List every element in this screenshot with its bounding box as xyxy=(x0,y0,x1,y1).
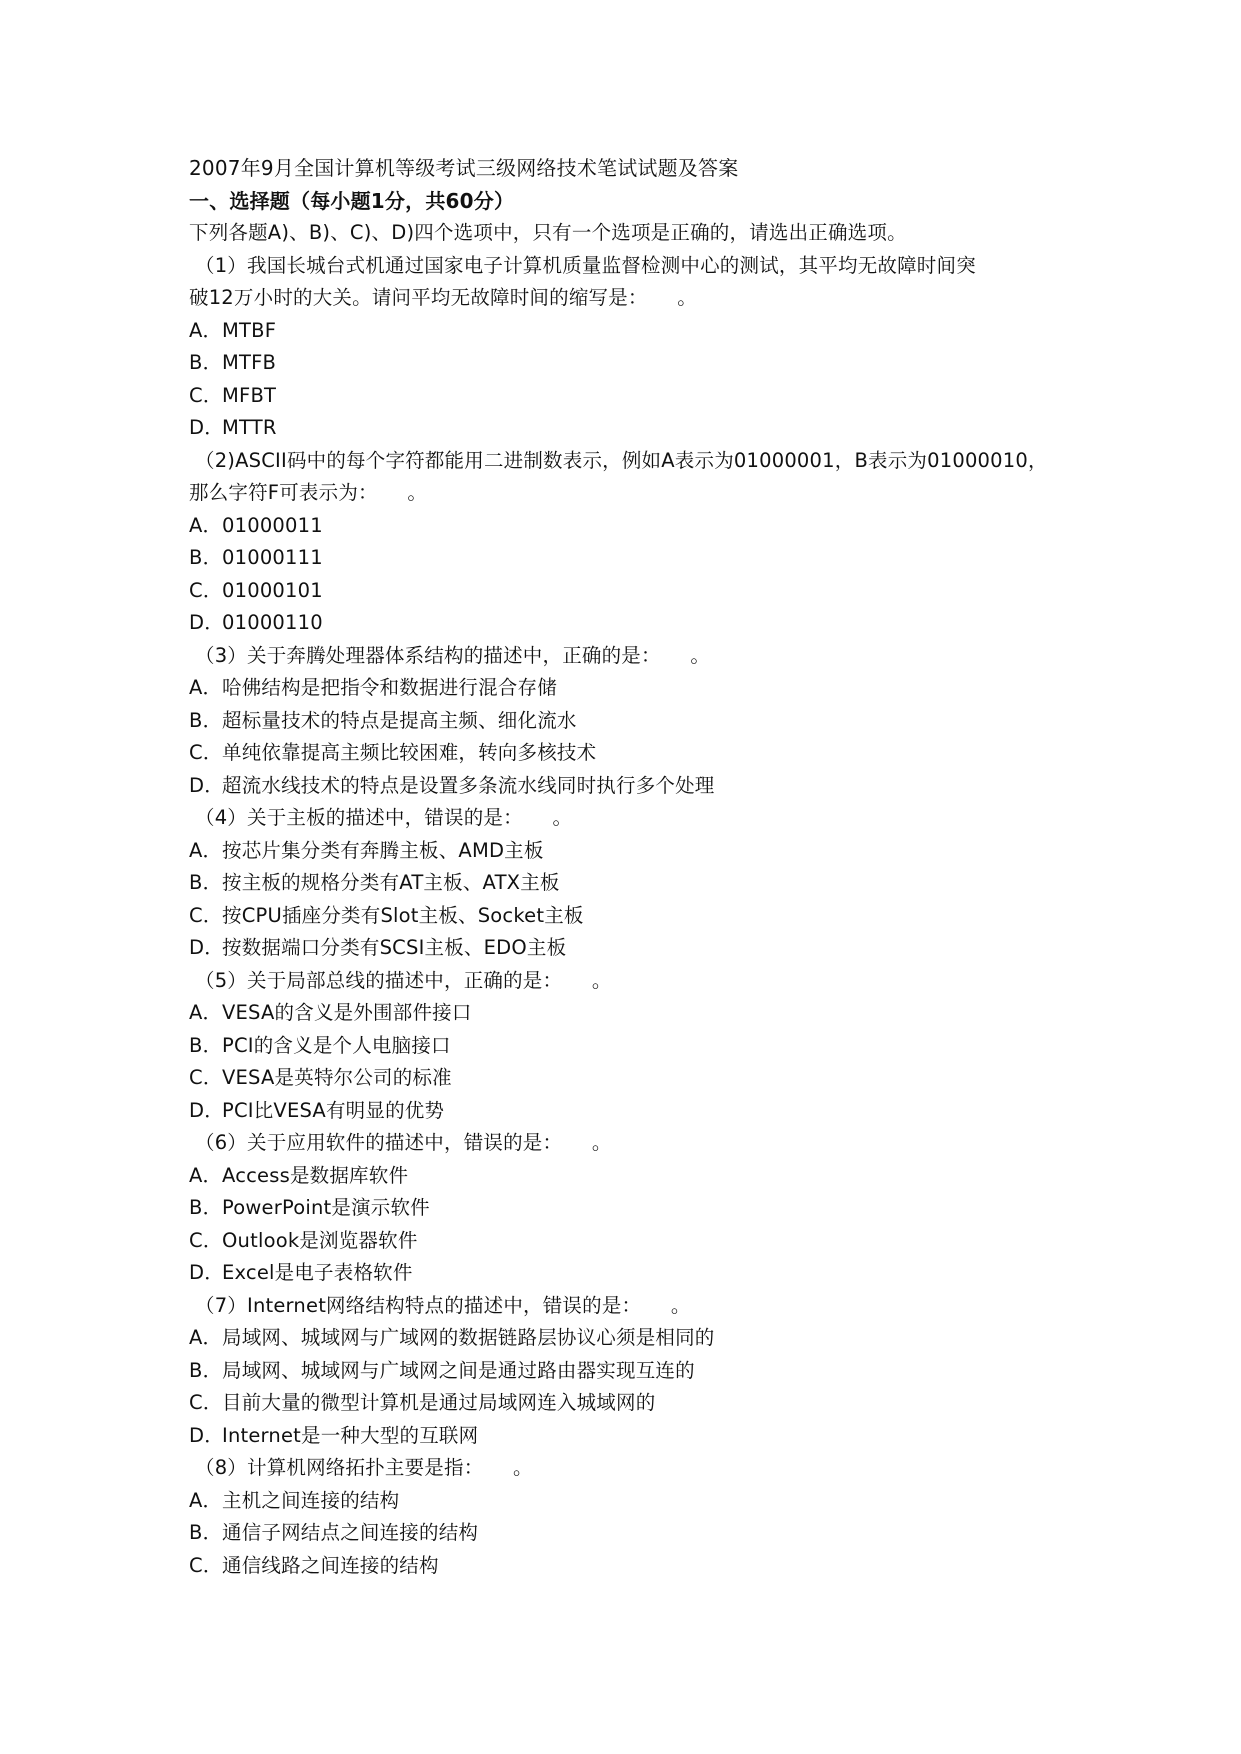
option-letter: A． xyxy=(189,318,223,342)
option-text: VESA的含义是外围部件接口 xyxy=(222,1001,472,1024)
option-letter: D． xyxy=(189,1423,224,1447)
question-block xyxy=(189,250,1069,445)
option-letter: B． xyxy=(189,1521,223,1544)
option-letter: C． xyxy=(189,903,223,927)
option-letter: C． xyxy=(189,1228,223,1252)
answer-option xyxy=(189,575,1069,608)
option-text: 01000011 xyxy=(222,513,323,537)
answer-option xyxy=(189,380,1069,413)
question-stem: （8）计算机网络拓扑主要是指： 。 xyxy=(195,1456,533,1479)
option-letter: A． xyxy=(189,1488,223,1512)
option-letter: B． xyxy=(189,871,223,894)
option-text: MFBT xyxy=(222,383,277,407)
question-stem: （1）我国长城台式机通过国家电子计算机质量监督检测中心的测试，其平均无故障时间突 xyxy=(195,253,976,277)
option-text: MTFB xyxy=(222,351,277,374)
option-text: 通信子网结点之间连接的结构 xyxy=(222,1521,479,1544)
option-letter: A． xyxy=(189,1326,223,1349)
option-text: 通信线路之间连接的结构 xyxy=(222,1553,439,1577)
question-block xyxy=(189,965,1069,1128)
option-letter: B． xyxy=(189,1196,223,1219)
answer-option xyxy=(189,900,1069,933)
option-letter: D． xyxy=(189,611,224,634)
answer-option xyxy=(189,1322,1069,1355)
option-letter: C． xyxy=(189,1066,223,1089)
question-stem: （5）关于局部总线的描述中，正确的是： 。 xyxy=(195,968,612,992)
option-text: 目前大量的微型计算机是通过局域网连入城域网的 xyxy=(222,1391,656,1414)
option-text: 局域网、城域网与广域网的数据链路层协议心须是相同的 xyxy=(222,1326,715,1349)
answer-option xyxy=(189,1225,1069,1258)
option-letter: D． xyxy=(189,416,224,439)
option-letter: A． xyxy=(189,513,223,537)
question-stem-continued: 破12万小时的大关。请问平均无故障时间的缩写是： 。 xyxy=(189,286,697,309)
answer-option xyxy=(189,542,1069,575)
option-letter: A． xyxy=(189,1001,223,1024)
answer-option xyxy=(189,1257,1069,1290)
answer-option xyxy=(189,1062,1069,1095)
document-title: 2007年9月全国计算机等级考试三级网络技术笔试试题及答案 xyxy=(189,156,739,180)
answer-option xyxy=(189,1095,1069,1128)
question-block xyxy=(189,1452,1069,1582)
option-text: 01000101 xyxy=(222,578,323,602)
answer-option xyxy=(189,705,1069,738)
answer-option xyxy=(189,932,1069,965)
option-letter: B． xyxy=(189,351,223,374)
question-block xyxy=(189,802,1069,965)
option-text: 局域网、城域网与广域网之间是通过路由器实现互连的 xyxy=(222,1358,695,1382)
option-letter: C． xyxy=(189,1391,223,1414)
option-text: VESA是英特尔公司的标准 xyxy=(222,1066,452,1089)
question-list xyxy=(189,250,1069,1583)
option-text: 超流水线技术的特点是设置多条流水线同时执行多个处理 xyxy=(222,773,715,797)
option-text: Outlook是浏览器软件 xyxy=(222,1228,418,1252)
answer-option xyxy=(189,672,1069,705)
question-block xyxy=(189,445,1069,640)
option-letter: B． xyxy=(189,1033,223,1057)
answer-option xyxy=(189,997,1069,1030)
question-stem-continued: 那么字符F可表示为： 。 xyxy=(189,481,428,504)
option-letter: B． xyxy=(189,1358,223,1382)
answer-option xyxy=(189,347,1069,380)
option-letter: D． xyxy=(189,1098,224,1122)
answer-option xyxy=(189,510,1069,543)
option-text: 单纯依靠提高主频比较困难，转向多核技术 xyxy=(222,741,597,764)
option-letter: B． xyxy=(189,708,223,732)
option-letter: C． xyxy=(189,383,223,407)
question-stem: （6）关于应用软件的描述中，错误的是： 。 xyxy=(195,1131,612,1154)
option-letter: D． xyxy=(189,1261,224,1284)
option-letter: C． xyxy=(189,578,223,602)
option-text: Excel是电子表格软件 xyxy=(222,1261,413,1284)
question-stem: （7）Internet网络结构特点的描述中，错误的是： 。 xyxy=(195,1293,691,1317)
answer-option xyxy=(189,1387,1069,1420)
option-text: 按CPU插座分类有Slot主板、Socket主板 xyxy=(222,903,584,927)
option-text: 按主板的规格分类有AT主板、ATX主板 xyxy=(222,871,560,894)
option-text: 超标量技术的特点是提高主频、细化流水 xyxy=(222,708,577,732)
answer-option xyxy=(189,1517,1069,1550)
question-block xyxy=(189,1127,1069,1290)
question-stem: （4）关于主板的描述中，错误的是： 。 xyxy=(195,806,573,829)
option-letter: C． xyxy=(189,1553,223,1577)
option-text: 按芯片集分类有奔腾主板、AMD主板 xyxy=(222,838,544,862)
question-stem: （3）关于奔腾处理器体系结构的描述中，正确的是： 。 xyxy=(195,643,711,667)
option-text: 哈佛结构是把指令和数据进行混合存储 xyxy=(222,676,557,699)
option-letter: A． xyxy=(189,676,223,699)
answer-option xyxy=(189,1160,1069,1193)
exam-document xyxy=(189,152,1069,1582)
answer-option xyxy=(189,1550,1069,1583)
question-block xyxy=(189,640,1069,803)
option-text: 01000111 xyxy=(222,546,323,569)
option-text: MTBF xyxy=(222,318,277,342)
answer-option xyxy=(189,1355,1069,1388)
answer-option xyxy=(189,607,1069,640)
answer-option xyxy=(189,1420,1069,1453)
answer-option xyxy=(189,315,1069,348)
option-text: PCI比VESA有明显的优势 xyxy=(222,1098,445,1122)
option-text: PowerPoint是演示软件 xyxy=(222,1196,430,1219)
option-text: PCI的含义是个人电脑接口 xyxy=(222,1033,451,1057)
answer-option xyxy=(189,412,1069,445)
answer-option xyxy=(189,770,1069,803)
answer-option xyxy=(189,1192,1069,1225)
question-block xyxy=(189,1290,1069,1453)
option-letter: A． xyxy=(189,1163,223,1187)
instructions: 下列各题A)、B)、C)、D)四个选项中，只有一个选项是正确的，请选出正确选项。 xyxy=(189,221,907,244)
answer-option xyxy=(189,867,1069,900)
answer-option xyxy=(189,835,1069,868)
option-text: 主机之间连接的结构 xyxy=(222,1488,400,1512)
answer-option xyxy=(189,1485,1069,1518)
answer-option xyxy=(189,1030,1069,1063)
section-heading: 一、选择题（每小题1分，共60分） xyxy=(189,188,515,213)
option-letter: C． xyxy=(189,741,223,764)
option-text: Access是数据库软件 xyxy=(222,1163,409,1187)
option-text: 按数据端口分类有SCSI主板、EDO主板 xyxy=(222,936,567,959)
question-stem: （2)ASCII码中的每个字符都能用二进制数表示，例如A表示为01000001，B表示为01000010， xyxy=(195,448,1048,472)
option-letter: B． xyxy=(189,546,223,569)
option-text: 01000110 xyxy=(222,611,323,634)
option-letter: A． xyxy=(189,838,223,862)
option-text: MTTR xyxy=(222,416,277,439)
option-letter: D． xyxy=(189,773,224,797)
option-text: Internet是一种大型的互联网 xyxy=(222,1423,479,1447)
option-letter: D． xyxy=(189,936,224,959)
answer-option xyxy=(189,737,1069,770)
